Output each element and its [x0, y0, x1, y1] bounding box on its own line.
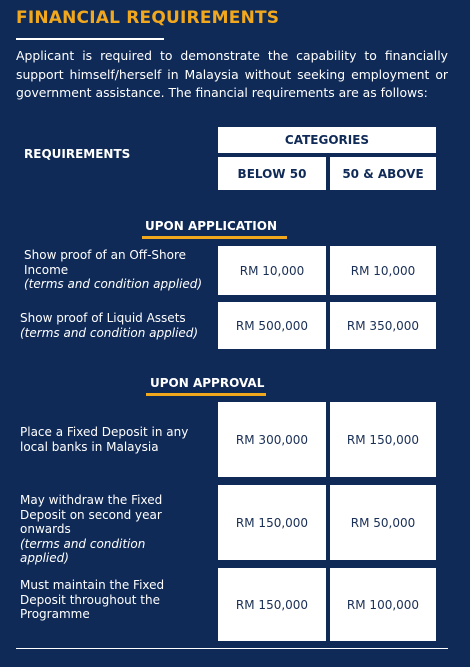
value-liquid-above50: RM 350,000 — [330, 302, 436, 349]
row-label-offshore-income — [24, 248, 204, 292]
categories-header: CATEGORIES — [218, 127, 436, 153]
value-withdraw-below50: RM 150,000 — [218, 485, 326, 560]
row-text: Must maintain the Fixed Deposit throughout the Programme — [20, 578, 165, 621]
row-text: Place a Fixed Deposit in any local banks in Malaysia — [20, 425, 189, 454]
page-title: FINANCIAL REQUIREMENTS — [16, 8, 280, 28]
requirements-label: REQUIREMENTS — [24, 147, 131, 161]
row-note: (terms and condition applied) — [20, 536, 146, 565]
value-maintain-above50: RM 100,000 — [330, 568, 436, 641]
row-text: Show proof of an Off-Shore Income — [24, 248, 187, 277]
row-text: Show proof of Liquid Assets — [20, 311, 186, 325]
row-label-withdraw-fd — [20, 493, 195, 566]
value-offshore-below50: RM 10,000 — [218, 246, 326, 295]
bottom-divider — [16, 648, 448, 649]
row-label-fixed-deposit — [20, 425, 205, 454]
title-underline — [16, 38, 164, 40]
column-below-50: BELOW 50 — [218, 157, 326, 190]
section-title-approval: UPON APPROVAL — [150, 376, 265, 390]
value-fd-above50: RM 150,000 — [330, 402, 436, 477]
row-label-liquid-assets — [20, 311, 210, 340]
row-note: (terms and condition applied) — [24, 277, 203, 291]
section-underline-approval — [146, 393, 266, 396]
value-maintain-below50: RM 150,000 — [218, 568, 326, 641]
section-title-application: UPON APPLICATION — [145, 219, 278, 233]
value-liquid-below50: RM 500,000 — [218, 302, 326, 349]
row-text: May withdraw the Fixed Deposit on second year onwards — [20, 493, 163, 536]
value-withdraw-above50: RM 50,000 — [330, 485, 436, 560]
row-label-maintain-fd — [20, 578, 185, 622]
value-offshore-above50: RM 10,000 — [330, 246, 436, 295]
row-note: (terms and condition applied) — [20, 325, 199, 340]
column-50-above: 50 & ABOVE — [330, 157, 436, 190]
intro-paragraph: Applicant is required to demonstrate the capability to financially support himself/herself in Malaysia without seeking employment or government assistance. The financial requirements are as follows: — [16, 48, 448, 100]
value-fd-below50: RM 300,000 — [218, 402, 326, 477]
section-underline-application — [142, 236, 287, 239]
